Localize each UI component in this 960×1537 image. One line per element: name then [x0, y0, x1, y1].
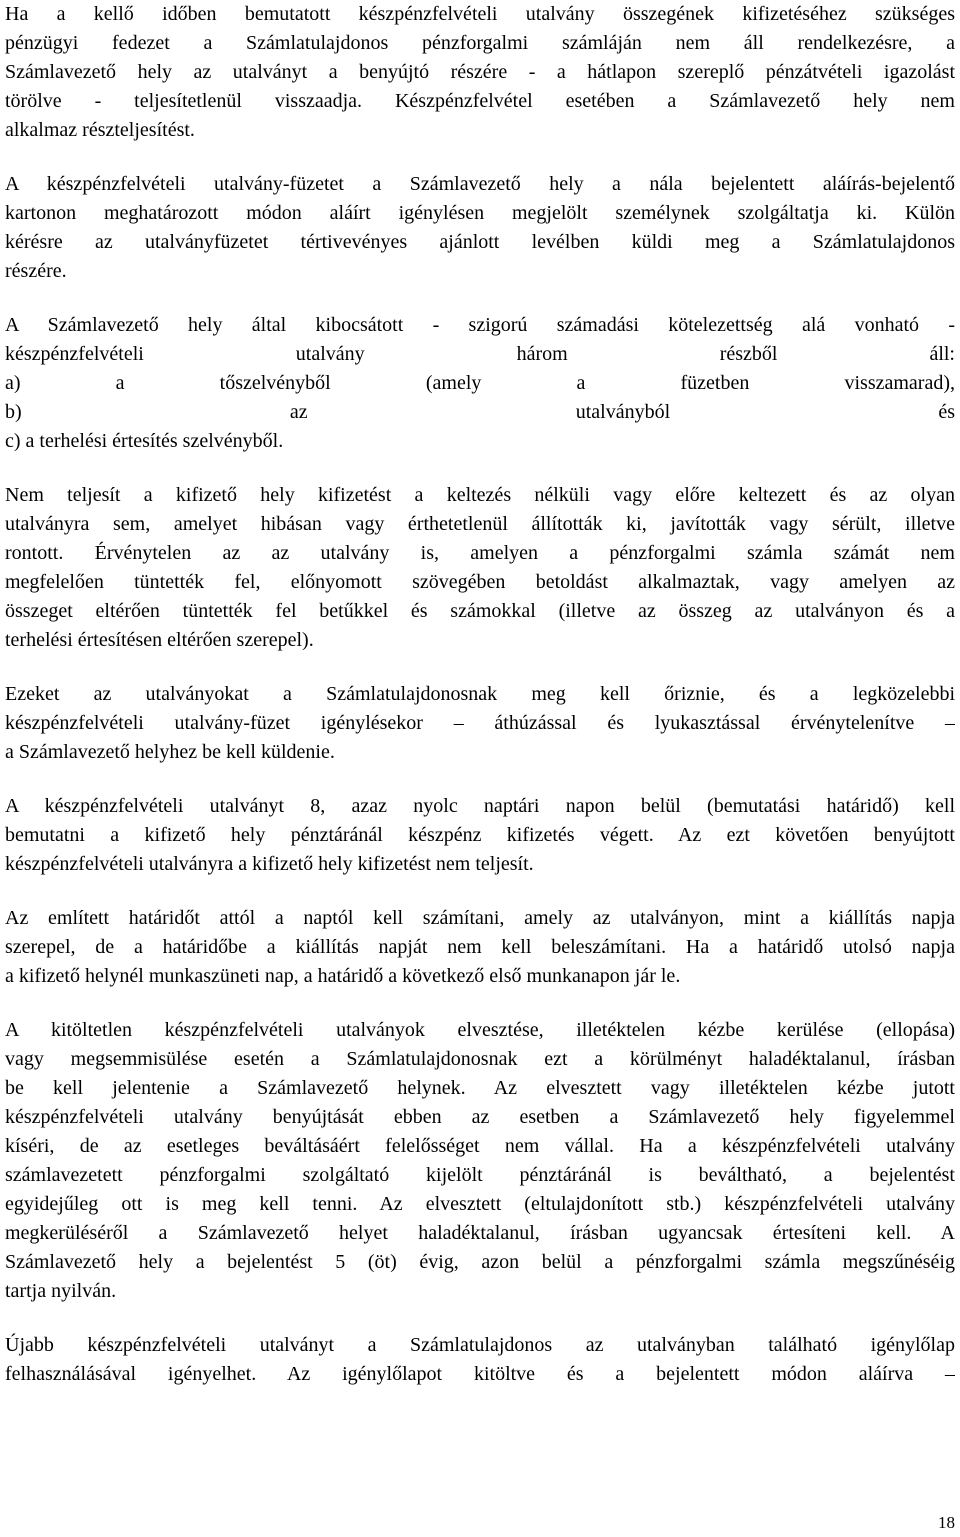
- paragraph: [5, 0, 955, 145]
- text-line: részére.: [5, 260, 67, 282]
- text-line: egyidejűleg ott is meg kell tenni. Az elvesztett (eltulajdonított stb.) készpénzfelvételi utalvány: [5, 1193, 955, 1215]
- text-line: a kifizető helynél munkaszüneti nap, a határidő a következő első munkanapon jár le.: [5, 965, 681, 987]
- paragraph: [5, 680, 955, 767]
- text-line: Ha a kellő időben bemutatott készpénzfelvételi utalvány összegének kifizetéséhez szükséges: [5, 3, 955, 25]
- text-line: tartja nyilván.: [5, 1280, 117, 1302]
- page-number: 18: [938, 1513, 955, 1532]
- text-line: be kell jelentenie a Számlavezető helynek. Az elvesztett vagy illetéktelen kézbe jutott: [5, 1077, 955, 1099]
- text-line: készpénzfelvételi utalvány benyújtását ebben az esetben a Számlavezető hely figyelemmel: [5, 1106, 955, 1128]
- paragraph: [5, 1331, 955, 1389]
- text-line: készpénzfelvételi utalvány-füzet igénylésekor – áthúzással és lyukasztással érvénytelenítve –: [5, 712, 955, 734]
- text-line: összeget eltérően tüntették fel betűkkel és számokkal (illetve az összeg az utalványon és a: [5, 600, 955, 622]
- paragraph: [5, 311, 955, 456]
- text-line: bemutatni a kifizető hely pénztáránál készpénz kifizetés végett. Az ezt követően benyújtott: [5, 824, 955, 846]
- paragraph: [5, 170, 955, 286]
- paragraph: [5, 1016, 955, 1306]
- text-line: A készpénzfelvételi utalványt 8, azaz nyolc naptári napon belül (bemutatási határidő) kell: [5, 795, 955, 817]
- document-page: [5, 0, 955, 1414]
- text-line: terhelési értesítésen eltérően szerepel).: [5, 629, 314, 651]
- text-line: Számlavezető hely az utalványt a benyújtó részére - a hátlapon szereplő pénzátvételi igazolást: [5, 61, 955, 83]
- text-line: megkerüléséről a Számlavezető helyet haladéktalanul, írásban ugyancsak értesíteni kell. A: [5, 1222, 955, 1244]
- text-line: Újabb készpénzfelvételi utalványt a Számlatulajdonos az utalványban található igénylőlap: [5, 1334, 955, 1356]
- text-line: utalványra sem, amelyet hibásan vagy érthetetlenül állították ki, javították vagy sérült, illetve: [5, 513, 955, 535]
- text-line: b) az utalványból és: [5, 401, 955, 423]
- text-line: számlavezetett pénzforgalmi szolgáltató kijelölt pénztáránál is beváltható, a bejelentést: [5, 1164, 955, 1186]
- paragraph: [5, 792, 955, 879]
- text-line: készpénzfelvételi utalványra a kifizető hely kifizetést nem teljesít.: [5, 853, 534, 875]
- text-line: A Számlavezető hely által kibocsátott - szigorú számadási kötelezettség alá vonható -: [5, 314, 955, 336]
- text-line: vagy megsemmisülése esetén a Számlatulajdonosnak ezt a körülményt haladéktalanul, írásban: [5, 1048, 955, 1070]
- text-line: megfelelően tüntették fel, előnyomott szövegében betoldást alkalmaztak, vagy amelyen az: [5, 571, 955, 593]
- text-line: Nem teljesít a kifizető hely kifizetést a keltezés nélküli vagy előre keltezett és az olyan: [5, 484, 955, 506]
- text-line: kérésre az utalványfüzetet tértivevényes ajánlott levélben küldi meg a Számlatulajdonos: [5, 231, 955, 253]
- text-line: alkalmaz részteljesítést.: [5, 119, 195, 141]
- text-line: kíséri, de az esetleges beváltásáért felelősséget nem vállal. Ha a készpénzfelvételi utalvány: [5, 1135, 955, 1157]
- text-line: szerepel, de a határidőbe a kiállítás napját nem kell beleszámítani. Ha a határidő utolsó napja: [5, 936, 955, 958]
- text-line: rontott. Érvénytelen az az utalvány is, amelyen a pénzforgalmi számla számát nem: [5, 542, 955, 564]
- text-line: A készpénzfelvételi utalvány-füzetet a Számlavezető hely a nála bejelentett aláírás-bejelentő: [5, 173, 955, 195]
- text-line: Az említett határidőt attól a naptól kell számítani, amely az utalványon, mint a kiállítás napja: [5, 907, 955, 929]
- paragraph: [5, 481, 955, 655]
- text-line: a) a tőszelvényből (amely a füzetben visszamarad),: [5, 372, 955, 394]
- text-line: pénzügyi fedezet a Számlatulajdonos pénzforgalmi számláján nem áll rendelkezésre, a: [5, 32, 955, 54]
- text-line: kartonon meghatározott módon aláírt igénylésen megjelölt személynek szolgáltatja ki. Külön: [5, 202, 955, 224]
- text-line: felhasználásával igényelhet. Az igénylőlapot kitöltve és a bejelentett módon aláírva –: [5, 1363, 955, 1385]
- text-line: A kitöltetlen készpénzfelvételi utalványok elvesztése, illetéktelen kézbe kerülése (ellopása): [5, 1019, 955, 1041]
- text-line: a Számlavezető helyhez be kell küldenie.: [5, 741, 335, 763]
- paragraph: [5, 904, 955, 991]
- text-line: készpénzfelvételi utalvány három részből áll:: [5, 343, 955, 365]
- text-line: törölve - teljesítetlenül visszaadja. Készpénzfelvétel esetében a Számlavezető hely nem: [5, 90, 955, 112]
- text-line: Számlavezető hely a bejelentést 5 (öt) évig, azon belül a pénzforgalmi számla megszűnéséig: [5, 1251, 955, 1273]
- text-line: c) a terhelési értesítés szelvényből.: [5, 430, 284, 452]
- text-line: Ezeket az utalványokat a Számlatulajdonosnak meg kell őriznie, és a legközelebbi: [5, 683, 955, 705]
